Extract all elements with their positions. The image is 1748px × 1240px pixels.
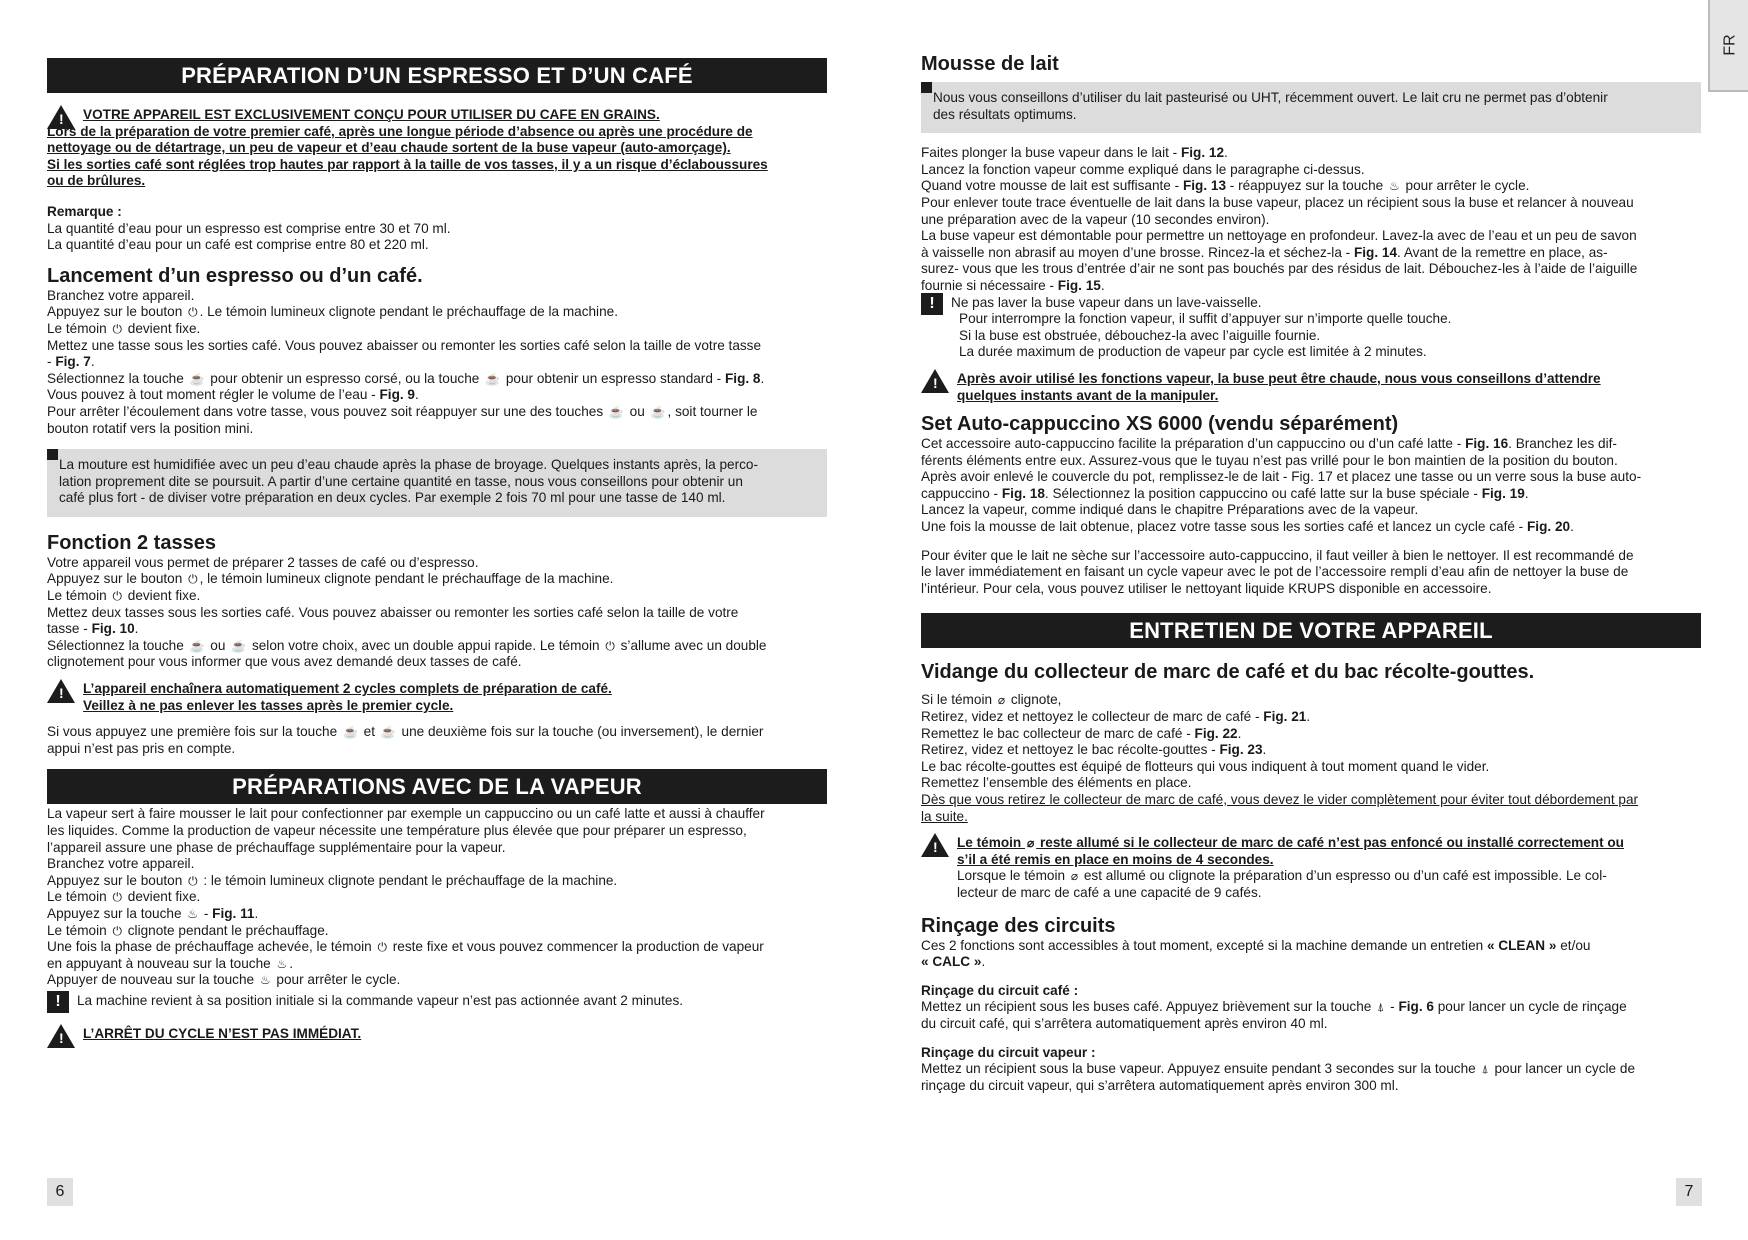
section-title-espresso: PRÉPARATION D’UN ESPRESSO ET D’UN CAFÉ (47, 58, 827, 93)
power-icon: ⏻ (605, 638, 615, 653)
warning-beans: ! VOTRE APPAREIL EST EXCLUSIVEMENT CONÇU POUR UTILISER DU CAFE EN GRAINS. (47, 107, 827, 124)
warning-cycle-stop: ! L’ARRÊT DU CYCLE N’EST PAS IMMÉDIAT. (47, 1026, 827, 1043)
strong-cup-icon: ☕ (342, 725, 358, 740)
warning-icon (921, 833, 949, 857)
page-number-right: 7 (1676, 1178, 1702, 1206)
steam-icon: ♨ (259, 973, 271, 988)
milk-text: Faites plonger la buse vapeur dans le lait - Fig. 12. Lancez la fonction vapeur comme expliqué dans le paragraphe ci-dessus. Quand votre mousse de lait est suffisante - Fig. 13 - réappuyez sur la touche ♨ pour arrêter le cycle. Pour enlever toute trace éventuelle de lait dans la buse vapeur, placez un récipient sous la buse et relancer à nouveau une préparation avec de la vapeur (10 secondes environ). La buse vapeur est démontable pour permettre un nettoyage en profondeur. Lavez-la avec de l’eau et un peu de savon à vaisselle non abrasif au moyen d’une brosse. Rincez-la et séchez-la - Fig. 14. Avant de la remettre en place, as- surez- vous que les trous d’entrée d’air ne sont pas bouchés par des résidus de lait. Débouchez-les à l’aide de l’aiguille fournie si nécessaire - Fig. 15. (921, 145, 1638, 293)
launch-text: Branchez votre appareil. Appuyez sur le bouton ⏻ . Le témoin lumineux clignote pendant le préchauffage de la machine. Le témoin ⏻ devient fixe. Mettez une tasse sous les sorties café. Vous pouvez abaisser ou remonter les sorties café selon la taille de votre tasse - Fig. 7. Sélectionnez la touche ☕ pour obtenir un espresso corsé, ou la touche ☕ pour obtenir un espresso standard - Fig. 8. Vous pouvez à tout moment régler le volume de l’eau - Fig. 9. Pour arrêter l’écoulement dans votre tasse, vous pouvez soit réappuyer sur une des touches ☕ ou ☕ , soit tourner le bouton rotatif vers la position mini. (47, 287, 765, 436)
grounds-icon: ⌀ (1070, 869, 1079, 884)
power-icon: ⏻ (188, 572, 198, 587)
warning-two-cycles: ! L’appareil enchaînera automatiquement 2 cycles complets de préparation de café. Veillez à ne pas enlever les tasses après le premier cycle. (47, 681, 827, 714)
grounds-icon: ⌀ (997, 693, 1006, 708)
language-tab: FR (1708, 0, 1748, 92)
rinse-cafe-text: Mettez un récipient sous les buses café. Appuyez brièvement sur la touche ⍋ - Fig. 6 pour lancer un cycle de rinçage du circuit café, qui s’arrêtera automatiquement après environ 40 ml. (921, 999, 1627, 1031)
left-page (47, 58, 827, 1042)
strong-cup-icon: ☕ (189, 638, 205, 653)
set-text: Cet accessoire auto-cappuccino facilite la préparation d’un cappuccino ou d’un café latte - Fig. 16. Branchez les dif- férents éléments entre eux. Assurez-vous que le tuyau n’est pas vrillé pour le bon maintien de la position du bouton. Après avoir enlevé le couvercle du pot, remplissez-le de lait - Fig. 17 et placez une tasse ou un verre sous la buse auto- cappuccino - Fig. 18. Sélectionnez la position cappuccino ou café latte sur la buse spéciale - Fig. 19. Lancez la vapeur, comme indiqué dans le chapitre Préparations avec de la vapeur. Une fois la mousse de lait obtenue, placez votre tasse sous les sorties café et lancez un cycle café - Fig. 20. (921, 436, 1642, 535)
note-grind: La mouture est humidifiée avec un peu d’eau chaude après la phase de broyage. Quelques instants après, la perco- lation proprement dite se poursuit. A partir d’une certaine quantité en tasse, nous vous conseillons pour obtenir un café plus fort - de diviser votre préparation en deux cycles. Par exemple 2 fois 70 ml pour une tasse de 140 ml. (47, 449, 827, 517)
rinse-steam-title: Rinçage du circuit vapeur : (921, 1044, 1096, 1060)
power-icon: ⏻ (188, 873, 198, 888)
warning-hot-nozzle: ! Après avoir utilisé les fonctions vapeur, la buse peut être chaude, nous vous conseillons d’attendre quelques instants avant de la manipuler. (921, 371, 1701, 404)
right-page (921, 52, 1701, 1094)
heading-milk-foam: Mousse de lait (921, 53, 1059, 75)
cup-icon: ☕ (485, 371, 501, 386)
strong-cup-icon: ☕ (608, 404, 624, 419)
remark-title: Remarque : (47, 203, 122, 219)
section-title-steam: PRÉPARATIONS AVEC DE LA VAPEUR (47, 769, 827, 804)
warning-icon (47, 105, 75, 129)
two-cups-text: Votre appareil vous permet de préparer 2 tasses de café ou d’espresso. Appuyez sur le bouton ⏻ , le témoin lumineux clignote pendant le préchauffage de la machine. Le témoin ⏻ devient fixe. Mettez deux tasses sous les sorties café. Vous pouvez abaisser ou remonter les sorties café selon la taille de votre tasse - Fig. 10. Sélectionnez la touche ☕ ou ☕ selon votre choix, avec un double appui rapide. Le témoin ⏻ s’allume avec un double clignotement pour vous informer que vous avez demandé deux tasses de café. (47, 554, 767, 670)
info-steam-nozzle: ! Ne pas laver la buse vapeur dans un lave-vaisselle. Pour interrompre la fonction vapeur, il suffit d’appuyer sur n’importe quelle touche. Si la buse est obstruée, débouchez-la avec l’aiguille fournie. La durée maximum de production de vapeur par cycle est limitée à 2 minutes. (921, 295, 1701, 361)
two-cups-end: Si vous appuyez une première fois sur la touche ☕ et ☕ une deuxième fois sur la touche (ou inversement), le dernier appui n’est pas pris en compte. (47, 724, 764, 756)
warning-icon (47, 679, 75, 703)
cup-icon: ☕ (231, 638, 247, 653)
drain-text: Si le témoin ⌀ clignote, Retirez, videz et nettoyez le collecteur de marc de café - Fig. 21. Remettez le bac collecteur de marc de café - Fig. 22. Retirez, videz et nettoyez le bac récolte-gouttes - Fig. 23. Le bac récolte-gouttes est équipé de flotteurs qui vous indiquent à tout moment quand le vider. Remettez l’ensemble des éléments en place. Dès que vous retirez le collecteur de marc de café, vous devez le vider complètement pour éviter tout débordement par la suite. (921, 692, 1639, 824)
remark-line: La quantité d’eau pour un café est comprise entre 80 et 220 ml. (47, 237, 429, 253)
set-cleaning-text: Pour éviter que le lait ne sèche sur l’accessoire auto-cappuccino, il faut veiller à bien le nettoyer. Il est recommandé de le laver immédiatement en faisant un cycle vapeur avec le pot de l’accessoire rempli d’eau afin de nettoyer la buse de l’intérieur. Pour cela, vous pouvez utiliser le nettoyant liquide KRUPS disponible en accessoire. (921, 547, 1634, 596)
heading-auto-cappuccino: Set Auto-cappuccino XS 6000 (vendu séparément) (921, 413, 1399, 436)
exclamation-icon: ! (47, 991, 69, 1013)
power-icon: ⏻ (377, 940, 387, 955)
cup-icon: ☕ (380, 725, 396, 740)
note-marker (921, 82, 932, 93)
power-icon: ⏻ (112, 923, 122, 938)
steam-icon: ♨ (276, 956, 288, 971)
heading-rinse: Rinçage des circuits (921, 914, 1116, 937)
heading-two-cups: Fonction 2 tasses (47, 531, 216, 554)
page-number-left: 6 (47, 1178, 73, 1206)
note-milk: Nous vous conseillons d’utiliser du lait pasteurisé ou UHT, récemment ouvert. Le lait cru ne permet pas d’obtenir des résultats optimums. (921, 82, 1701, 133)
cup-icon: ☕ (650, 404, 666, 419)
steam-icon: ♨ (187, 906, 199, 921)
rinse-text: Ces 2 fonctions sont accessibles à tout moment, excepté si la machine demande un entretien « CLEAN » et/ou « CALC ». (921, 937, 1591, 970)
rinse-cafe-title: Rinçage du circuit café : (921, 982, 1079, 998)
steam-icon: ♨ (1388, 179, 1400, 194)
rinse-icon: ⍋ (1481, 1062, 1489, 1077)
power-icon: ⏻ (112, 321, 122, 336)
warning-icon (47, 1024, 75, 1048)
power-icon: ⏻ (112, 589, 122, 604)
note-marker (47, 449, 58, 460)
info-steam-reset: ! La machine revient à sa position initiale si la commande vapeur n’est pas actionnée avant 2 minutes. (47, 993, 827, 1010)
strong-cup-icon: ☕ (189, 371, 205, 386)
warning-drain: ! Le témoin ⌀ reste allumé si le collecteur de marc de café n’est pas enfoncé ou installé correctement ou s’il a été remis en place en moins de 4 secondes. Lorsque le témoin ⌀ est allumé ou clignote la préparation d’un espresso ou d’un café est impossible. Le col- lecteur de marc de café a une capacité de 9 cafés. (921, 835, 1701, 901)
grounds-icon: ⌀ (1026, 836, 1035, 851)
power-icon: ⏻ (188, 305, 198, 320)
section-title-maintenance: ENTRETIEN DE VOTRE APPAREIL (921, 613, 1701, 648)
remark-line: La quantité d’eau pour un espresso est comprise entre 30 et 70 ml. (47, 220, 451, 236)
warning-beans-text: Lors de la préparation de votre premier café, après une longue période d’absence ou après une procédure de nettoyage ou de détartrage, un peu de vapeur et d’eau chaude sortent de la buse vapeur (auto-amorçage). Si les sorties café sont réglées trop hautes par rapport à la taille de vos tasses, il y a un risque d’éclaboussures ou de brûlures. (47, 123, 768, 189)
power-icon: ⏻ (112, 890, 122, 905)
warning-icon (921, 369, 949, 393)
exclamation-icon: ! (921, 293, 943, 315)
rinse-icon: ⍋ (1377, 1000, 1385, 1015)
heading-launch: Lancement d’un espresso ou d’un café. (47, 264, 423, 287)
rinse-steam-text: Mettez un récipient sous la buse vapeur. Appuyez ensuite pendant 3 secondes sur la touche ⍋ pour lancer un cycle de rinçage du circuit vapeur, qui s’arrêtera automatiquement après environ 300 ml. (921, 1061, 1635, 1093)
heading-drain: Vidange du collecteur de marc de café et du bac récolte-gouttes. (921, 661, 1535, 684)
steam-text: La vapeur sert à faire mousser le lait pour confectionner par exemple un cappuccino ou un café latte et aussi à chauffer les liquides. Comme la production de vapeur nécessite une température plus élevée que pour préparer un espresso, l’appareil assure une phase de préchauffage supplémentaire pour la vapeur. Branchez votre appareil. Appuyez sur le bouton ⏻ : le témoin lumineux clignote pendant le préchauffage de la machine. Le témoin ⏻ devient fixe. Appuyez sur la touche ♨ - Fig. 11. Le témoin ⏻ clignote pendant le préchauffage. Une fois la phase de préchauffage achevée, le témoin ⏻ reste fixe et vous pouvez commencer la production de vapeur en appuyant à nouveau sur la touche ♨ . Appuyer de nouveau sur la touche ♨ pour arrêter le cycle. (47, 806, 765, 988)
